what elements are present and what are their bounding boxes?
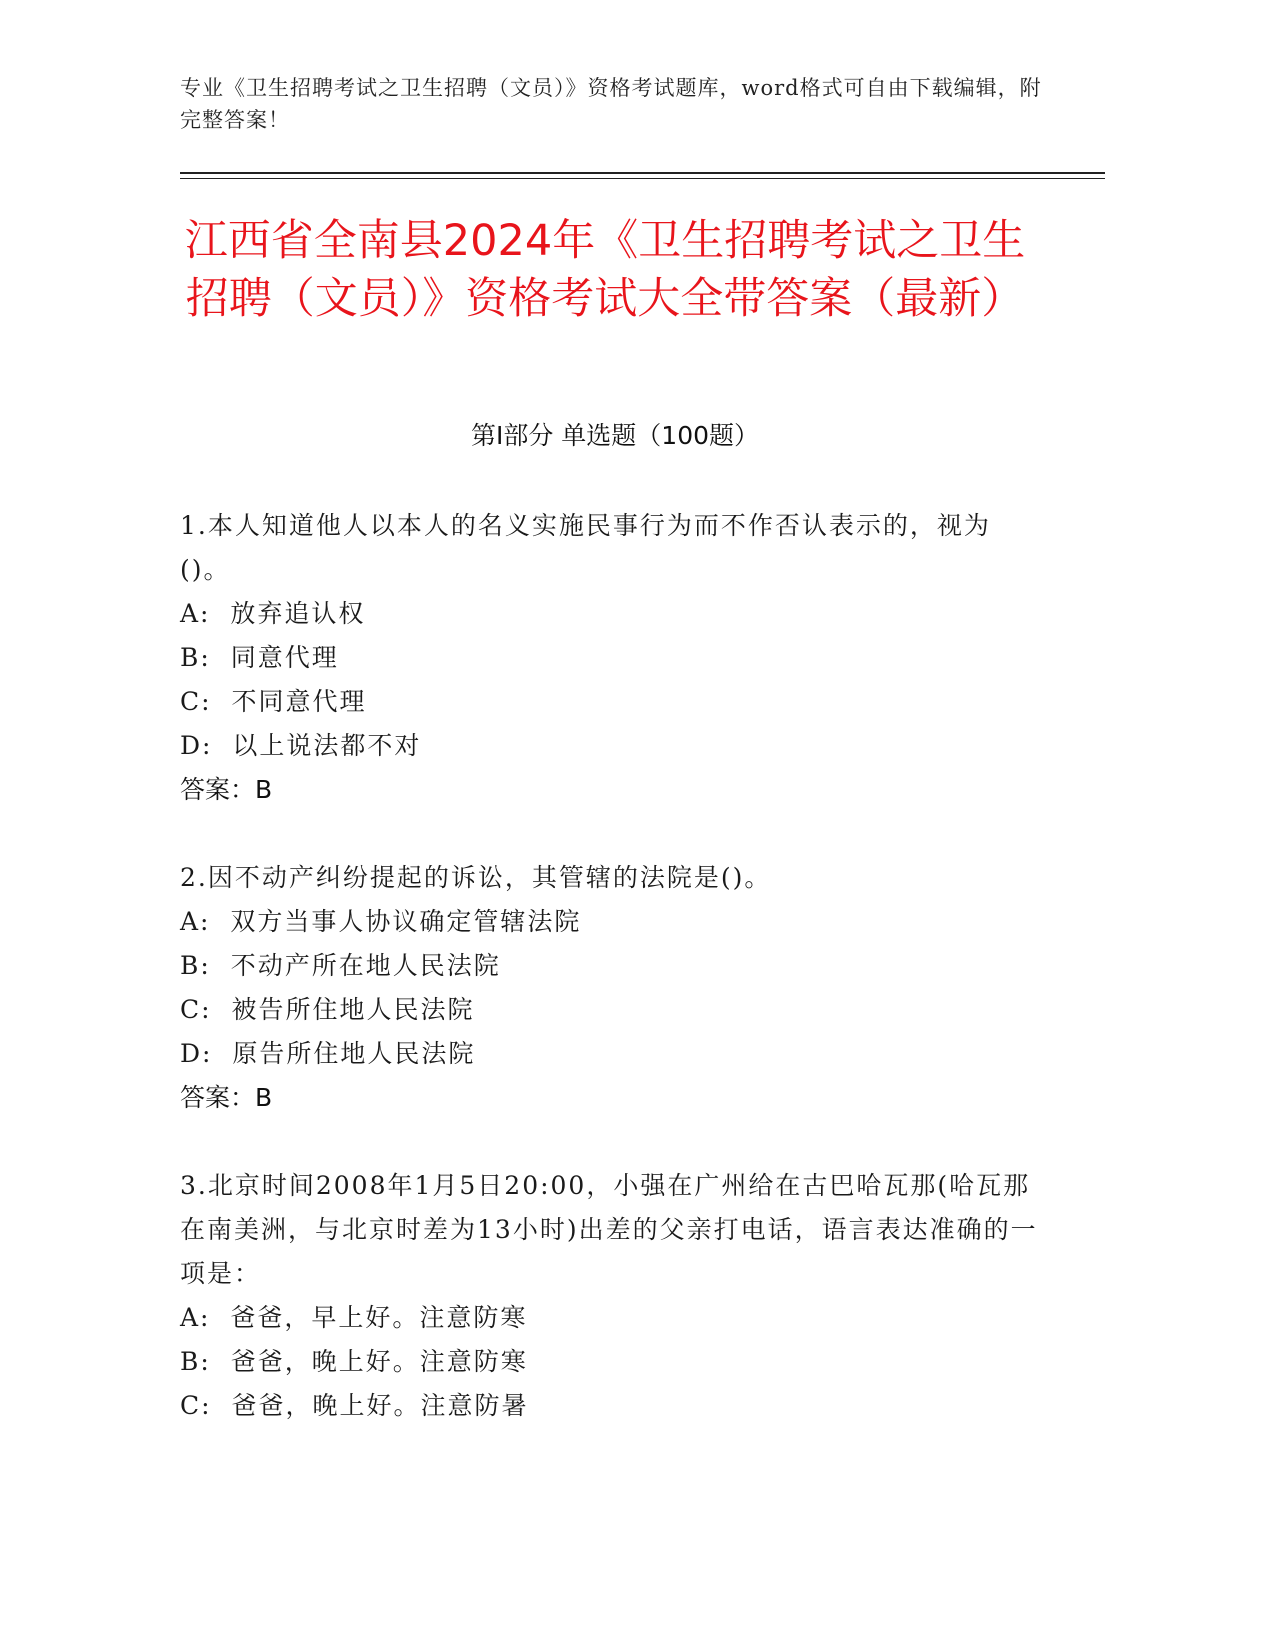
question-stem: 2.因不动产纠纷提起的诉讼，其管辖的法院是()。	[180, 863, 772, 892]
option-b: B: 爸爸，晚上好。注意防寒	[180, 1347, 528, 1376]
answer-line: 答案：B	[180, 1083, 273, 1112]
option-b: B: 同意代理	[180, 643, 339, 672]
section-heading: 第Ⅰ部分 单选题（100题）	[470, 421, 760, 450]
header-divider-thick	[180, 172, 1105, 174]
question-item	[180, 504, 1040, 812]
option-b: B: 不动产所在地人民法院	[180, 951, 501, 980]
question-stem: 3.北京时间2008年1月5日20:00，小强在广州给在古巴哈瓦那(哈瓦那在南美洲，与北京时差为13小时)出差的父亲打电话，语言表达准确的一项是：	[180, 1171, 1038, 1288]
question-list	[180, 504, 1040, 1472]
option-d: D: 原告所住地人民法院	[180, 1039, 476, 1068]
option-c: C: 被告所住地人民法院	[180, 995, 475, 1024]
question-stem: 1.本人知道他人以本人的名义实施民事行为而不作否认表示的，视为()。	[180, 511, 991, 584]
option-c: C: 爸爸，晚上好。注意防暑	[180, 1391, 529, 1420]
header-divider-thin	[180, 178, 1105, 179]
question-item	[180, 856, 1040, 1120]
header-note: 专业《卫生招聘考试之卫生招聘（文员）》资格考试题库，word格式可自由下载编辑，附完整答案！	[180, 76, 1042, 132]
option-a: A: 放弃追认权	[180, 599, 366, 628]
option-c: C: 不同意代理	[180, 687, 367, 716]
option-a: A: 双方当事人协议确定管辖法院	[180, 907, 582, 936]
option-a: A: 爸爸，早上好。注意防寒	[180, 1303, 528, 1332]
answer-line: 答案：B	[180, 775, 273, 804]
option-d: D: 以上说法都不对	[180, 731, 422, 760]
document-title: 江西省全南县2024年《卫生招聘考试之卫生招聘（文员）》资格考试大全带答案（最新）	[184, 216, 1026, 324]
question-item	[180, 1164, 1040, 1428]
